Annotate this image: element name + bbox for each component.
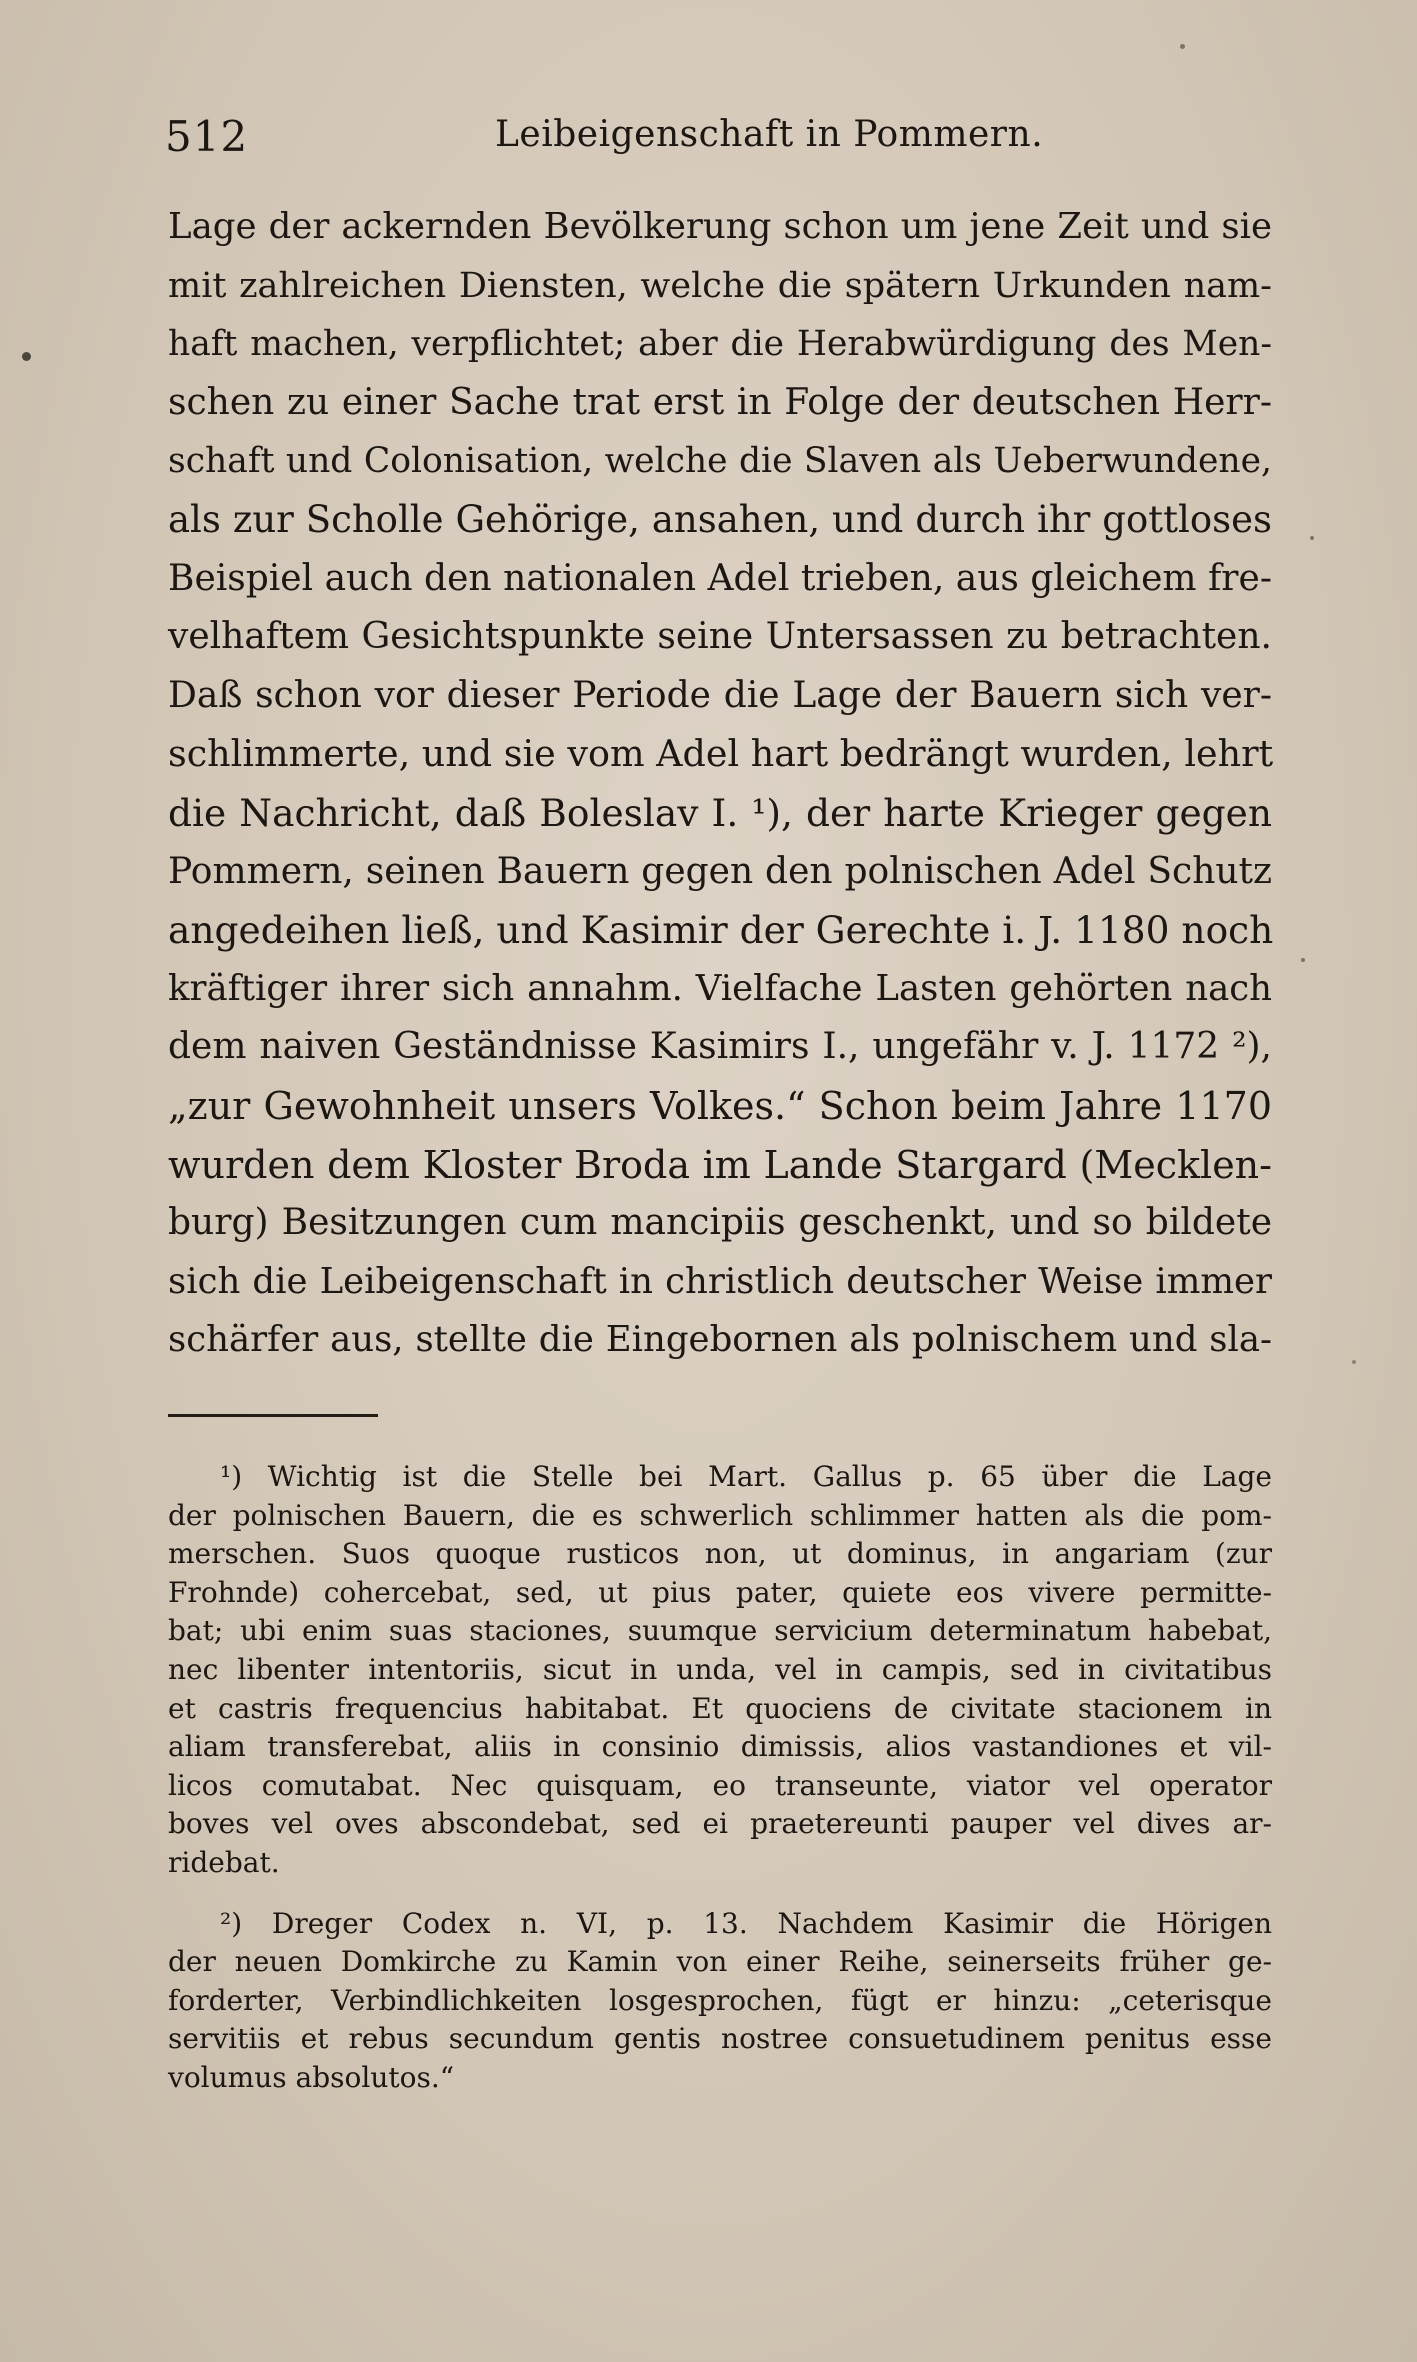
footnote-2	[168, 1905, 1272, 2098]
text-line: mit zahlreichen Diensten, welche die spätern Urkunden nam-	[168, 265, 1272, 306]
paper-speck	[1301, 958, 1305, 962]
footnote-line: volumus absolutos.“	[168, 2060, 455, 2094]
text-line: Daß schon vor dieser Periode die Lage der Bauern sich ver-	[168, 674, 1272, 716]
footnote-line: servitiis et rebus secundum gentis nostree consuetudinem penitus esse	[168, 2022, 1272, 2056]
text-line: velhaftem Gesichtspunkte seine Untersassen zu betrachten.	[168, 616, 1272, 658]
footnote-line: et castris frequencius habitabat. Et quociens de civitate stacionem in	[168, 1691, 1272, 1725]
footnote-line: boves vel oves abscondebat, sed ei praetereunti pauper vel dives ar-	[168, 1807, 1272, 1841]
text-line: sich die Leibeigenschaft in christlich deutscher Weise immer	[168, 1260, 1272, 1302]
footnote-gap	[168, 1883, 1272, 1905]
main-text	[168, 198, 1272, 1370]
footnote-rule	[168, 1414, 378, 1417]
text-line: „zur Gewohnheit unsers Volkes.“ Schon beim Jahre 1170	[168, 1083, 1272, 1128]
text-line: dem naiven Geständnisse Kasimirs I., ungefähr v. J. 1172 ²),	[168, 1026, 1272, 1068]
footnote-line: aliam transferebat, aliis in consinio dimissis, alios vastandiones et vil-	[168, 1730, 1272, 1764]
text-line: Pommern, seinen Bauern gegen den polnischen Adel Schutz	[168, 850, 1272, 892]
footnote-line: forderter, Verbindlichkeiten losgesprochen, fügt er hinzu: „ceterisque	[168, 1983, 1272, 2017]
text-line: schen zu einer Sache trat erst in Folge der deutschen Herr-	[168, 381, 1272, 423]
footnote-line: ridebat.	[168, 1845, 280, 1879]
footnote-line: der neuen Domkirche zu Kamin von einer Reihe, seinerseits früher ge-	[168, 1945, 1272, 1979]
page-header	[165, 112, 1265, 172]
footnote-line: bat; ubi enim suas staciones, suumque servicium determinatum habebat,	[168, 1614, 1272, 1648]
text-line: haft machen, verpflichtet; aber die Herabwürdigung des Men-	[168, 324, 1272, 365]
footnotes	[168, 1458, 1272, 2098]
page-number: 512	[165, 112, 249, 161]
text-line: wurden dem Kloster Broda im Lande Stargard (Mecklen-	[168, 1142, 1272, 1187]
text-line: burg) Besitzungen cum mancipiis geschenkt, und so bildete	[168, 1202, 1272, 1244]
footnote-1	[168, 1458, 1272, 1883]
footnote-line: nec libenter intentoriis, sicut in unda, vel in campis, sed in civitatibus	[168, 1652, 1272, 1686]
text-line: als zur Scholle Gehörige, ansahen, und durch ihr gottloses	[168, 497, 1272, 541]
paper-speck	[1180, 44, 1185, 49]
paper-speck	[22, 352, 31, 361]
text-line: schärfer aus, stellte die Eingebornen als polnischem und sla-	[168, 1319, 1272, 1361]
footnote-line: licos comutabat. Nec quisquam, eo transeunte, viator vel operator	[168, 1768, 1272, 1802]
paper-speck	[1310, 536, 1314, 540]
footnote-line: der polnischen Bauern, die es schwerlich schlimmer hatten als die pom-	[168, 1498, 1272, 1532]
paper-speck	[1352, 1360, 1356, 1364]
text-line: die Nachricht, daß Boleslav I. ¹), der harte Krieger gegen	[168, 790, 1272, 835]
footnote-line: Frohnde) cohercebat, sed, ut pius pater, quiete eos vivere permitte-	[168, 1575, 1272, 1609]
text-line: angedeihen ließ, und Kasimir der Gerechte i. J. 1180 noch	[168, 908, 1274, 953]
footnote-line: ²) Dreger Codex n. VI, p. 13. Nachdem Kasimir die Hörigen	[220, 1906, 1272, 1940]
footnote-line: merschen. Suos quoque rusticos non, ut dominus, in angariam (zur	[168, 1537, 1272, 1571]
text-line: Lage der ackernden Bevölkerung schon um jene Zeit und sie	[168, 206, 1272, 247]
text-line: kräftiger ihrer sich annahm. Vielfache Lasten gehörten nach	[168, 967, 1272, 1009]
text-line: schaft und Colonisation, welche die Slaven als Ueberwundene,	[168, 441, 1272, 482]
running-title: Leibeigenschaft in Pommern.	[495, 114, 1044, 155]
text-line: schlimmerte, und sie vom Adel hart bedrängt wurden, lehrt	[168, 732, 1274, 776]
footnote-line: ¹) Wichtig ist die Stelle bei Mart. Gallus p. 65 über die Lage	[220, 1460, 1272, 1493]
text-line: Beispiel auch den nationalen Adel trieben, aus gleichem fre-	[168, 557, 1272, 599]
